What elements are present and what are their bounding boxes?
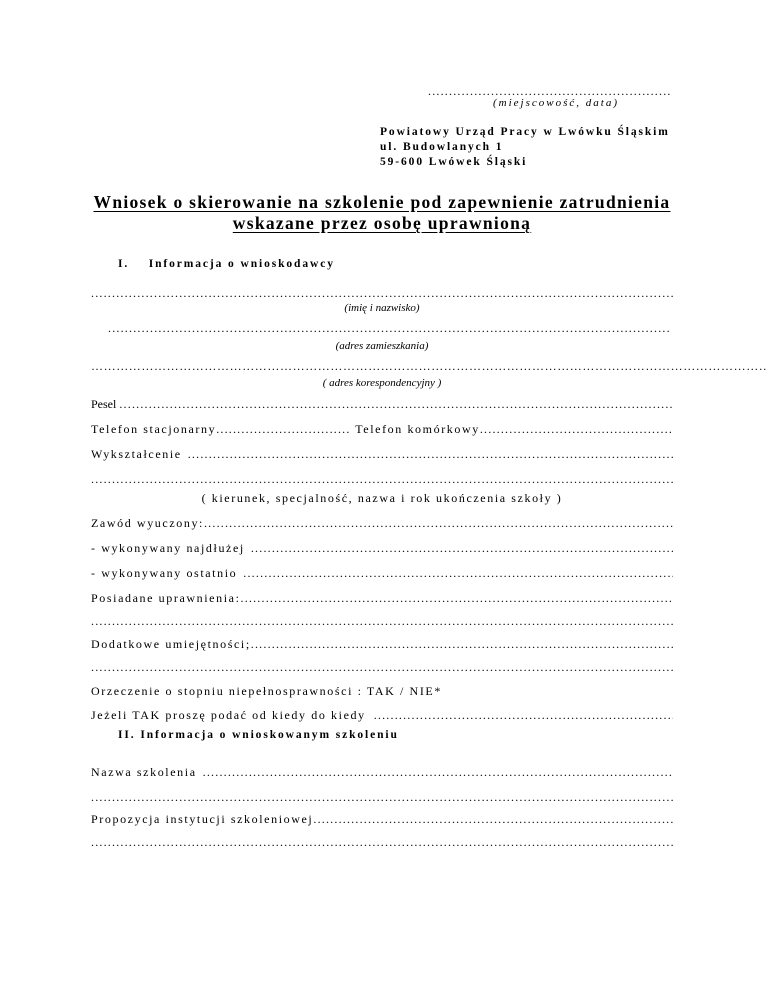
address-caption: (adres zamieszkania) bbox=[335, 340, 429, 352]
education-field[interactable] bbox=[188, 447, 673, 462]
disability-dates-row bbox=[91, 708, 673, 726]
correspondence-caption: ( adres korespondencyjny ) bbox=[322, 377, 442, 389]
qualifications-field[interactable] bbox=[241, 591, 674, 606]
education-label: Wykształcenie bbox=[91, 447, 182, 461]
pesel-field[interactable] bbox=[119, 397, 673, 412]
landline-field[interactable] bbox=[216, 422, 349, 437]
profession-field[interactable] bbox=[204, 516, 673, 531]
longest-label: - wykonywany najdłużej bbox=[91, 541, 245, 555]
section-1-title: Informacja o wnioskodawcy bbox=[148, 258, 335, 270]
section-1-number: I. bbox=[118, 258, 130, 270]
disability-dates-field[interactable] bbox=[374, 708, 673, 723]
institution-field[interactable] bbox=[313, 812, 673, 827]
skills-label: Dodatkowe umiejętności; bbox=[91, 637, 251, 651]
mobile-field[interactable] bbox=[480, 422, 673, 437]
section-2-title-block bbox=[118, 729, 399, 741]
title-line-1: Wniosek o skierowanie na szkolenie pod zapewnienie zatrudnienia bbox=[93, 192, 671, 212]
correspondence-field[interactable] bbox=[91, 359, 673, 375]
qualifications-row bbox=[91, 591, 673, 609]
office-city: 59-600 Lwówek Śląski bbox=[380, 156, 528, 168]
disability-row bbox=[91, 684, 673, 702]
title-line-2: wskazane przez osobę uprawnioną bbox=[232, 213, 532, 233]
name-field[interactable] bbox=[91, 286, 673, 302]
training-name-row bbox=[91, 765, 673, 783]
institution-row bbox=[91, 812, 673, 830]
section-1-heading bbox=[118, 258, 335, 270]
document-title bbox=[91, 192, 673, 234]
last-field[interactable] bbox=[243, 566, 673, 581]
institution-label: Propozycja instytucji szkoleniowej bbox=[91, 812, 314, 826]
last-label: - wykonywany ostatnio bbox=[91, 566, 238, 580]
pesel-label: Pesel bbox=[91, 397, 117, 411]
training-name-label: Nazwa szkolenia bbox=[91, 765, 197, 779]
place-date-caption: (miejscowość, data) bbox=[493, 97, 619, 109]
training-name-field[interactable] bbox=[203, 765, 673, 780]
profession-row bbox=[91, 516, 673, 534]
office-street: ul. Budowlanych 1 bbox=[380, 141, 504, 153]
education-field-2[interactable] bbox=[91, 472, 673, 488]
name-caption: (imię i nazwisko) bbox=[344, 302, 420, 314]
section-2-number: II. bbox=[118, 729, 136, 741]
profession-label: Zawód wyuczony: bbox=[91, 516, 204, 530]
office-name: Powiatowy Urząd Pracy w Lwówku Śląskim bbox=[380, 126, 670, 138]
longest-row bbox=[91, 541, 673, 559]
pesel-row bbox=[91, 397, 673, 415]
landline-label: Telefon stacjonarny bbox=[91, 422, 217, 436]
longest-field[interactable] bbox=[251, 541, 673, 556]
disability-label[interactable]: Orzeczenie o stopniu niepełnosprawności : TAK / NIE* bbox=[91, 684, 442, 698]
education-row bbox=[91, 447, 673, 465]
institution-field-2[interactable] bbox=[91, 835, 673, 851]
skills-field[interactable] bbox=[251, 637, 673, 652]
qualifications-field-2[interactable] bbox=[91, 614, 673, 630]
section-2-title: Informacja o wnioskowanym szkoleniu bbox=[140, 729, 399, 741]
mobile-label: Telefon komórkowy bbox=[355, 422, 480, 436]
skills-field-2[interactable] bbox=[91, 660, 673, 676]
skills-row bbox=[91, 637, 673, 655]
disability-dates-label: Jeżeli TAK proszę podać od kiedy do kiedy bbox=[91, 708, 366, 722]
last-row bbox=[91, 566, 673, 584]
phones-row bbox=[91, 422, 673, 440]
education-caption: ( kierunek, specjalność, nazwa i rok ukończenia szkoły ) bbox=[201, 491, 563, 505]
qualifications-label: Posiadane uprawnienia: bbox=[91, 591, 241, 605]
training-name-field-2[interactable] bbox=[91, 790, 673, 806]
address-field[interactable] bbox=[108, 321, 670, 337]
office-address bbox=[380, 125, 670, 170]
